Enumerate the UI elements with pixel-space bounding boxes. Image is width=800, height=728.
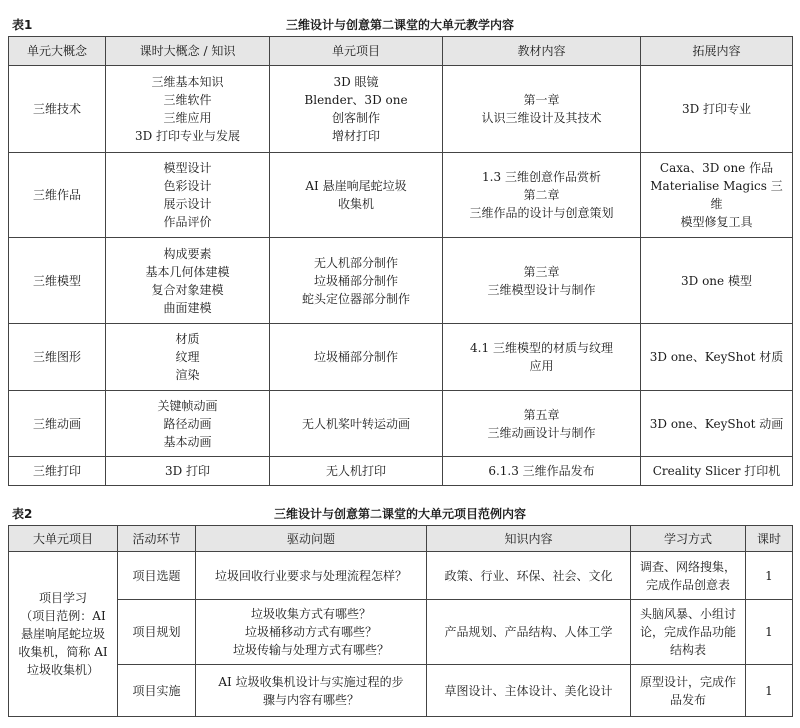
project-line: AI 悬崖响尾蛇垃圾 bbox=[305, 179, 407, 193]
table2-header: 活动环节 bbox=[118, 526, 196, 552]
unit-concept: 三维动画 bbox=[9, 391, 106, 457]
textbook-cell bbox=[443, 391, 641, 457]
knowledge-content: 政策、行业、环保、社会、文化 bbox=[427, 552, 631, 600]
textbook-cell bbox=[443, 457, 641, 486]
table2-header: 驱动问题 bbox=[196, 526, 427, 552]
knowledge-line: 构成要素 bbox=[163, 246, 212, 261]
textbook-line: 6.1.3 三维作品发布 bbox=[488, 464, 595, 478]
textbook-line: 1.3 三维创意作品赏析 bbox=[482, 170, 601, 184]
question-line: AI 垃圾收集机设计与实施过程的步 bbox=[218, 674, 404, 689]
project-line: 增材打印 bbox=[331, 129, 380, 143]
table-row bbox=[9, 552, 793, 600]
project-line: 创客制作 bbox=[331, 111, 380, 125]
extension-line: Creality Slicer 打印机 bbox=[652, 464, 781, 478]
knowledge-line: 渲染 bbox=[175, 368, 200, 382]
table2-header-row bbox=[9, 526, 793, 552]
table2-header: 课时 bbox=[746, 526, 793, 552]
project-cell bbox=[270, 324, 443, 391]
extension-cell bbox=[641, 153, 793, 238]
method-line: 完成作品创意表 bbox=[645, 577, 730, 592]
question-line: 垃圾收集方式有哪些？ bbox=[250, 607, 371, 621]
textbook-cell bbox=[443, 238, 641, 324]
knowledge-cell bbox=[106, 66, 270, 153]
learning-method-cell bbox=[631, 552, 746, 600]
table-row bbox=[9, 391, 793, 457]
knowledge-line: 三维应用 bbox=[163, 111, 212, 125]
learning-method-cell bbox=[631, 665, 746, 717]
knowledge-cell bbox=[106, 324, 270, 391]
knowledge-line: 路径动画 bbox=[163, 416, 212, 431]
knowledge-line: 作品评价 bbox=[163, 215, 212, 229]
table1-header: 单元大概念 bbox=[9, 37, 106, 66]
extension-line: 3D one、KeyShot 材质 bbox=[649, 350, 784, 364]
textbook-cell bbox=[443, 153, 641, 238]
question-line: 垃圾传输与处理方式有哪些？ bbox=[232, 643, 389, 657]
knowledge-cell bbox=[106, 238, 270, 324]
textbook-line: 第二章 bbox=[523, 188, 560, 202]
knowledge-line: 3D 打印 bbox=[164, 464, 211, 478]
unit-project-line: 悬崖响尾蛇垃圾 bbox=[20, 627, 105, 641]
unit-concept: 三维图形 bbox=[9, 324, 106, 391]
driving-question-cell bbox=[196, 600, 427, 665]
knowledge-content: 草图设计、主体设计、美化设计 bbox=[427, 665, 631, 717]
knowledge-cell bbox=[106, 457, 270, 486]
unit-concept: 三维作品 bbox=[9, 153, 106, 238]
method-line: 结构表 bbox=[669, 643, 706, 657]
project-cell bbox=[270, 153, 443, 238]
textbook-line: 三维动画设计与制作 bbox=[487, 425, 596, 440]
knowledge-line: 基本动画 bbox=[163, 434, 212, 449]
question-line: 骤与内容有哪些？ bbox=[262, 692, 359, 707]
knowledge-cell bbox=[106, 391, 270, 457]
textbook-line: 4.1 三维模型的材质与纹理 bbox=[470, 341, 613, 355]
textbook-cell bbox=[443, 324, 641, 391]
method-line: 品发布 bbox=[669, 692, 706, 707]
project-line: 无人机桨叶转运动画 bbox=[301, 416, 410, 431]
unit-concept: 三维打印 bbox=[9, 457, 106, 486]
table-row bbox=[9, 600, 793, 665]
class-hours: 1 bbox=[746, 665, 793, 717]
knowledge-line: 纹理 bbox=[175, 350, 200, 364]
project-line: 蛇头定位器部分制作 bbox=[301, 291, 410, 306]
table2 bbox=[8, 525, 793, 717]
knowledge-line: 复合对象建模 bbox=[151, 282, 224, 297]
learning-method-cell bbox=[631, 600, 746, 665]
unit-project-line: 收集机，简称 AI bbox=[18, 645, 108, 659]
knowledge-line: 材质 bbox=[175, 332, 200, 346]
method-line: 头脑风暴、小组讨 bbox=[639, 607, 736, 621]
project-line: 收集机 bbox=[337, 197, 374, 211]
textbook-line: 三维作品的设计与创意策划 bbox=[469, 206, 614, 220]
table1-header: 教材内容 bbox=[443, 37, 641, 66]
project-cell bbox=[270, 391, 443, 457]
project-cell bbox=[270, 457, 443, 486]
question-line: 垃圾回收行业要求与处理流程怎样？ bbox=[214, 568, 407, 583]
knowledge-cell bbox=[106, 153, 270, 238]
extension-cell bbox=[641, 457, 793, 486]
table-row bbox=[9, 238, 793, 324]
table1-title: 三维设计与创意第二课堂的大单元教学内容 bbox=[285, 18, 514, 32]
textbook-line: 认识三维设计及其技术 bbox=[481, 111, 602, 125]
extension-cell bbox=[641, 66, 793, 153]
extension-cell bbox=[641, 324, 793, 391]
class-hours: 1 bbox=[746, 600, 793, 665]
question-line: 垃圾桶移动方式有哪些？ bbox=[244, 625, 377, 639]
table2-label: 表2 bbox=[12, 507, 33, 521]
knowledge-line: 三维软件 bbox=[163, 93, 212, 107]
table1-header: 拓展内容 bbox=[641, 37, 793, 66]
driving-question-cell bbox=[196, 552, 427, 600]
extension-line: 3D one 模型 bbox=[681, 273, 752, 288]
knowledge-line: 展示设计 bbox=[163, 197, 212, 211]
project-line: Blender、3D one bbox=[304, 93, 408, 107]
table-row bbox=[9, 153, 793, 238]
table-row bbox=[9, 665, 793, 717]
knowledge-line: 曲面建模 bbox=[163, 300, 212, 315]
activity-stage: 项目选题 bbox=[118, 552, 196, 600]
project-cell bbox=[270, 66, 443, 153]
knowledge-line: 模型设计 bbox=[163, 161, 212, 175]
unit-concept: 三维模型 bbox=[9, 238, 106, 324]
knowledge-content: 产品规划、产品结构、人体工学 bbox=[427, 600, 631, 665]
unit-project-line: （项目范例：AI bbox=[20, 609, 106, 623]
textbook-line: 应用 bbox=[529, 359, 554, 373]
table1-caption bbox=[0, 14, 800, 34]
method-line: 原型设计，完成作 bbox=[639, 674, 736, 689]
textbook-line: 第五章 bbox=[523, 407, 560, 422]
table2-header: 大单元项目 bbox=[9, 526, 118, 552]
knowledge-line: 基本几何体建模 bbox=[145, 264, 230, 279]
unit-project-line: 垃圾收集机） bbox=[26, 663, 99, 677]
activity-stage: 项目规划 bbox=[118, 600, 196, 665]
project-cell bbox=[270, 238, 443, 324]
textbook-line: 第一章 bbox=[523, 93, 560, 107]
knowledge-line: 三维基本知识 bbox=[151, 75, 224, 89]
textbook-line: 三维模型设计与制作 bbox=[487, 282, 596, 297]
method-line: 论，完成作品功能 bbox=[639, 625, 736, 639]
project-line: 3D 眼镜 bbox=[333, 75, 379, 89]
extension-line: Materialise Magics 三维 bbox=[650, 179, 783, 211]
project-line: 垃圾桶部分制作 bbox=[313, 273, 398, 288]
table-row bbox=[9, 457, 793, 486]
extension-line: 3D 打印专业 bbox=[681, 102, 752, 116]
unit-project-line: 项目学习 bbox=[38, 591, 87, 605]
textbook-line: 第三章 bbox=[523, 264, 560, 279]
extension-cell bbox=[641, 238, 793, 324]
driving-question-cell bbox=[196, 665, 427, 717]
table1-header: 课时大概念 / 知识 bbox=[106, 37, 270, 66]
table2-header: 知识内容 bbox=[427, 526, 631, 552]
textbook-cell bbox=[443, 66, 641, 153]
knowledge-line: 3D 打印专业与发展 bbox=[134, 129, 241, 143]
unit-concept: 三维技术 bbox=[9, 66, 106, 153]
table-row bbox=[9, 324, 793, 391]
extension-line: Caxa、3D one 作品 bbox=[659, 161, 774, 175]
project-line: 垃圾桶部分制作 bbox=[313, 350, 398, 364]
extension-cell bbox=[641, 391, 793, 457]
table2-title: 三维设计与创意第二课堂的大单元项目范例内容 bbox=[273, 507, 526, 521]
project-line: 无人机部分制作 bbox=[313, 255, 398, 270]
table1-label: 表1 bbox=[12, 18, 33, 32]
table1-header: 单元项目 bbox=[270, 37, 443, 66]
activity-stage: 项目实施 bbox=[118, 665, 196, 717]
knowledge-line: 色彩设计 bbox=[163, 179, 212, 193]
unit-project-cell bbox=[9, 552, 118, 717]
table1-header-row bbox=[9, 37, 793, 66]
method-line: 调查、网络搜集， bbox=[639, 559, 736, 574]
table-row bbox=[9, 66, 793, 153]
table2-caption bbox=[0, 503, 800, 523]
table1 bbox=[8, 36, 793, 486]
project-line: 无人机打印 bbox=[325, 464, 386, 478]
class-hours: 1 bbox=[746, 552, 793, 600]
extension-line: 模型修复工具 bbox=[680, 215, 753, 229]
extension-line: 3D one、KeyShot 动画 bbox=[649, 416, 784, 431]
table2-header: 学习方式 bbox=[631, 526, 746, 552]
knowledge-line: 关键帧动画 bbox=[157, 398, 218, 413]
